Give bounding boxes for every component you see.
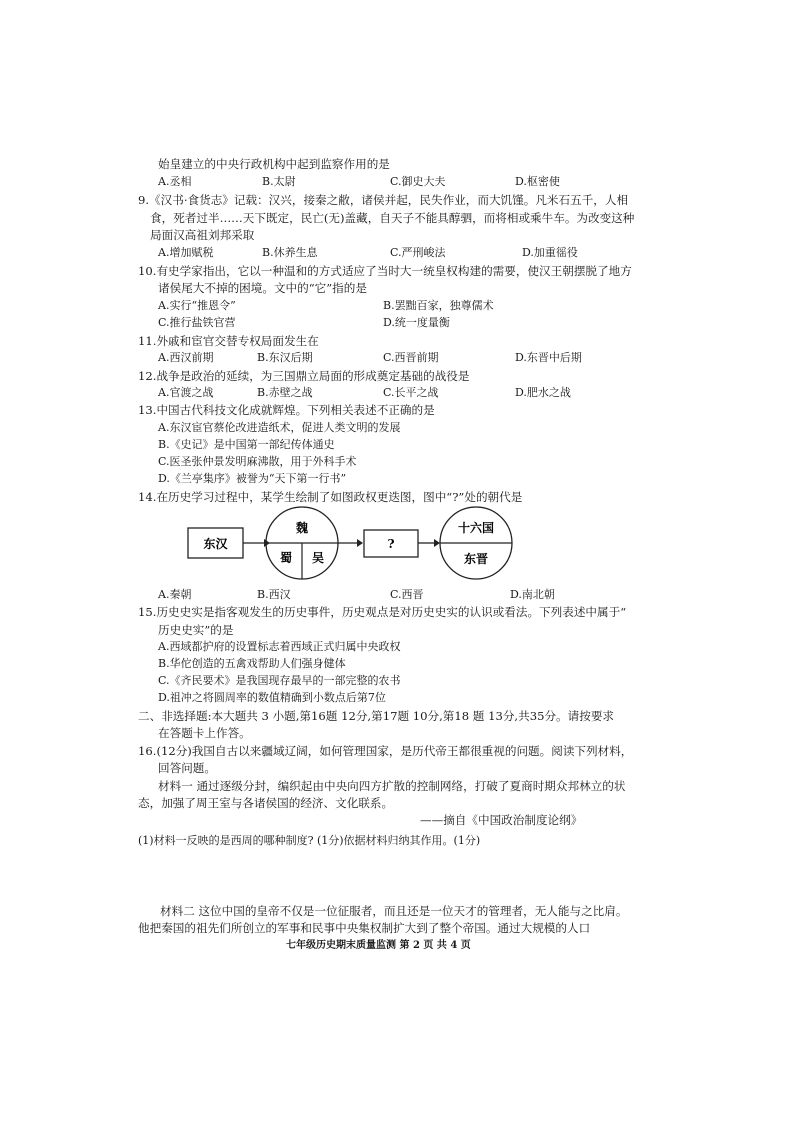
q13-stem: 13.中国古代科技文化成就辉煌。下列相关表述不正确的是: [138, 403, 435, 417]
q12-option-a: A.官渡之战: [158, 386, 214, 399]
box-eastern-han-label: 东汉: [203, 537, 228, 551]
arrow-2-head: [357, 539, 363, 547]
page-footer: 七年级历史期末质量监测 第 2 页 共 4 页: [286, 940, 471, 951]
q16-material1-source: ——摘自《中国政治制度论纲》: [420, 813, 583, 827]
q9-line1: 9.《汉书·食货志》记载：汉兴，接秦之敝，诸侯并起，民失作业，而大饥馑。凡米石五千，人相: [138, 193, 629, 207]
q11-option-d: D.东晋中后期: [515, 351, 582, 364]
q15-option-a: A.西域都护府的设置标志着西域正式归属中央政权: [158, 640, 401, 653]
q16-material1-line2: 态，加强了周王室与各诸侯国的经济、文化联系。: [138, 796, 394, 810]
q16-line1: 16.(12分)我国自古以来疆域辽阔，如何管理国家，是历代帝王都很重视的问题。阅读下列材料，: [138, 744, 633, 758]
q9-option-c: C.严刑峻法: [390, 246, 446, 259]
kingdom-shu: 蜀: [279, 551, 293, 565]
q11-stem: 11.外戚和宦官交替专权局面发生在: [138, 334, 319, 348]
q10-option-a: A.实行“推恩令”: [158, 299, 236, 312]
eastern-jin-label: 东晋: [463, 552, 489, 566]
q14-option-d: D.南北朝: [510, 588, 555, 601]
q9-line3: 局面汉高祖刘邦采取: [150, 228, 255, 242]
q15-option-d: D.祖冲之将圆周率的数值精确到小数点后第7位: [158, 691, 386, 704]
q13-option-d: D.《兰亭集序》被誉为“天下第一行书”: [158, 472, 347, 485]
q8-option-d: D.枢密使: [515, 175, 560, 188]
q10-option-b: B.罢黜百家，独尊儒术: [383, 299, 494, 312]
q14-stem: 14.在历史学习过程中，某学生绘制了如图政权更迭图，图中“?”处的朝代是: [138, 490, 523, 504]
q13-option-b: B.《史记》是中国第一部纪传体通史: [158, 438, 335, 451]
q12-stem: 12.战争是政治的延续，为三国鼎立局面的形成奠定基础的战役是: [138, 369, 470, 383]
q8-option-b: B.太尉: [262, 175, 296, 188]
q13-option-a: A.东汉宦官蔡伦改进造纸术，促进人类文明的发展: [158, 421, 401, 434]
q12-option-d: D.肥水之战: [515, 386, 571, 399]
q13-option-c: C.医圣张仲景发明麻沸散，用于外科手术: [158, 455, 357, 468]
q14-option-a: A.秦朝: [158, 588, 192, 601]
q9-option-d: D.加重徭役: [522, 246, 578, 259]
q9-option-b: B.休养生息: [262, 246, 318, 259]
q8-option-a: A.丞相: [158, 175, 192, 188]
section2-heading-line2: 在答题卡上作答。: [158, 726, 251, 740]
box-unknown-label: ?: [387, 537, 395, 551]
q16-subquestion1: (1)材料一反映的是西周的哪种制度? (1分)依据材料归纳其作用。(1分): [138, 834, 481, 847]
q16-material1-line1: 材料一 通过逐级分封，编织起由中央向四方扩散的控制网络，打破了夏商时期众邦林立的状: [158, 779, 626, 793]
q10-option-d: D.统一度量衡: [383, 316, 450, 329]
q10-option-c: C.推行盐铁官营: [158, 316, 236, 329]
q15-line2: 历史史实”的是: [158, 623, 234, 637]
q16-material2-line2: 他把秦国的祖先们所创立的军事和民事中央集权制扩大到了整个帝国。通过大规模的人口: [138, 921, 591, 935]
q14-option-b: B.西汉: [257, 588, 291, 601]
q15-option-c: C.《齐民要术》是我国现存最早的一部完整的农书: [158, 674, 401, 687]
arrow-3-head: [434, 539, 440, 547]
q16-material2-line1: 材料二 这位中国的皇帝不仅是一位征服者，而且还是一位天才的管理者，无人能与之比肩。: [160, 904, 628, 918]
sixteen-kingdoms-label: 十六国: [457, 521, 495, 535]
regime-change-diagram: [180, 506, 600, 588]
q15-option-b: B.华佗创造的五禽戏帮助人们强身健体: [158, 657, 346, 670]
kingdom-wei: 魏: [295, 521, 309, 535]
q12-option-c: C.长平之战: [383, 386, 439, 399]
q9-line2: 食，死者过半……天下既定，民亡(无)盖藏，自天子不能具醇驷，而将相或乘牛车。为改变这种: [150, 211, 635, 225]
q11-option-c: C.西晋前期: [383, 351, 439, 364]
q14-option-c: C.西晋: [390, 588, 424, 601]
q16-line2: 回答问题。: [158, 761, 216, 775]
kingdom-wu: 吴: [311, 551, 325, 565]
q15-line1: 15.历史史实是指客观发生的历史事件，历史观点是对历史史实的认识或看法。下列表述中属于“: [138, 605, 627, 619]
q11-option-b: B.东汉后期: [257, 351, 313, 364]
section2-heading-line1: 二、非选择题:本大题共 3 小题,第16题 12分,第17题 10分,第18 题 13分,共35分。请按要求: [138, 709, 615, 723]
q8-option-c: C.御史大夫: [390, 175, 446, 188]
q8-stem: 始皇建立的中央行政机构中起到监察作用的是: [158, 157, 390, 171]
q10-line1: 10.有史学家指出，它以一种温和的方式适应了当时大一统皇权构建的需要，使汉王朝摆脱了地方: [138, 264, 632, 278]
q10-line2: 诸侯尾大不掉的困境。文中的“它”指的是: [158, 281, 367, 295]
q11-option-a: A.西汉前期: [158, 351, 214, 364]
q9-option-a: A.增加赋税: [158, 246, 214, 259]
q12-option-b: B.赤壁之战: [257, 386, 313, 399]
